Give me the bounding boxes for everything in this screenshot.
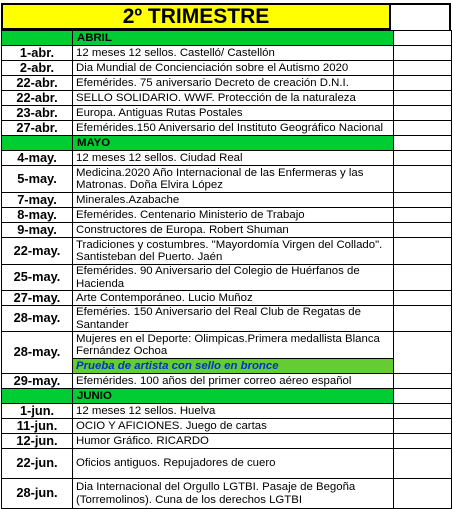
row-description: Europa. Antiguas Rutas Postales <box>73 106 394 121</box>
table-row <box>2 91 452 106</box>
table-row <box>2 306 452 332</box>
table-row <box>2 265 452 291</box>
table-row <box>2 166 452 193</box>
blank-cell <box>394 121 452 136</box>
month-header-junio <box>2 389 452 404</box>
row-date: 12-jun. <box>2 434 73 449</box>
blank-cell <box>394 136 452 151</box>
trimester-sheet <box>1 3 451 509</box>
row-date: 2-abr. <box>2 61 73 76</box>
blank-cell <box>394 46 452 61</box>
month-header-left-cell <box>2 31 73 46</box>
row-date: 29-may. <box>2 374 73 389</box>
blank-cell <box>394 332 452 374</box>
row-description: SELLO SOLIDARIO. WWF. Protección de la naturaleza <box>73 91 394 106</box>
blank-cell <box>394 31 452 46</box>
row-date: 4-may. <box>2 151 73 166</box>
month-name: ABRIL <box>73 31 394 46</box>
blank-cell <box>394 291 452 306</box>
row-description: Efeméries. 150 Aniversario del Real Club de Regatas de Santander <box>73 306 394 332</box>
table-row <box>2 151 452 166</box>
blank-cell <box>394 419 452 434</box>
row-date: 22-abr. <box>2 76 73 91</box>
row-description: Humor Gráfico. RICARDO <box>73 434 394 449</box>
row-description: Dia Mundial de Concienciación sobre el Autismo 2020 <box>73 61 394 76</box>
row-description: Efemérides. 100 años del primer correo aéreo español <box>73 374 394 389</box>
table-row <box>2 76 452 91</box>
row-date: 22-abr. <box>2 91 73 106</box>
row-description: Efemérides. Centenario Ministerio de Trabajo <box>73 208 394 223</box>
blank-cell <box>394 208 452 223</box>
row-date: 25-may. <box>2 265 73 291</box>
row-date: 1-jun. <box>2 404 73 419</box>
blank-cell <box>394 151 452 166</box>
table-row <box>2 479 452 509</box>
row-description: 12 meses 12 sellos. Huelva <box>73 404 394 419</box>
table-row <box>2 374 452 389</box>
sheet-title: 2º TRIMESTRE <box>1 3 391 30</box>
blank-cell <box>394 223 452 238</box>
row-description: Efemérides.150 Aniversario del Instituto Geográfico Nacional <box>73 121 394 136</box>
row-date: 11-jun. <box>2 419 73 434</box>
table-row <box>2 46 452 61</box>
blank-cell <box>394 91 452 106</box>
row-date: 7-may. <box>2 193 73 208</box>
month-header-abril <box>2 31 452 46</box>
month-name: MAYO <box>73 136 394 151</box>
row-description: Efemérides. 90 Aniversario del Colegio de Huérfanos de Hacienda <box>73 265 394 291</box>
table-row <box>2 238 452 265</box>
row-description: Oficios antiguos. Repujadores de cuero <box>73 449 394 479</box>
row-date: 28-may. <box>2 306 73 332</box>
blank-cell <box>394 193 452 208</box>
row-date: 27-may. <box>2 291 73 306</box>
row-description: 12 meses 12 sellos. Ciudad Real <box>73 151 394 166</box>
row-date: 1-abr. <box>2 46 73 61</box>
row-description: Tradiciones y costumbres. "Mayordomía Virgen del Collado". Santisteban del Puerto. Jaén <box>73 238 394 265</box>
blank-cell <box>394 166 452 193</box>
row-description: Dia Internacional del Orgullo LGTBI. Pasaje de Begoña (Torremolinos). Cuna de los derechos LGTBI <box>73 479 394 509</box>
row-description: OCIO Y AFICIONES. Juego de cartas <box>73 419 394 434</box>
table-row <box>2 449 452 479</box>
month-name: JUNIO <box>73 389 394 404</box>
row-date: 28-may. <box>2 332 73 374</box>
month-header-left-cell <box>2 389 73 404</box>
blank-cell <box>394 306 452 332</box>
row-description: Minerales.Azabache <box>73 193 394 208</box>
row-description: Mujeres en el Deporte: Olimpicas.Primera medallista Blanca Fernández Ochoa <box>73 332 394 359</box>
table-row <box>2 223 452 238</box>
stamp-calendar-table <box>1 30 452 509</box>
table-row <box>2 121 452 136</box>
row-date: 8-may. <box>2 208 73 223</box>
row-description: Medicina.2020 Año Internacional de las Enfermeras y las Matronas. Doña Elvira López <box>73 166 394 193</box>
blank-cell <box>394 238 452 265</box>
table-row <box>2 291 452 306</box>
row-date: 28-jun. <box>2 479 73 509</box>
row-date: 22-may. <box>2 238 73 265</box>
row-date: 5-may. <box>2 166 73 193</box>
blank-cell <box>394 106 452 121</box>
blank-cell <box>394 449 452 479</box>
title-blank-cell <box>391 3 451 30</box>
blank-cell <box>394 434 452 449</box>
table-row <box>2 332 452 359</box>
row-description: Efemérides. 75 aniversario Decreto de creación D.N.I. <box>73 76 394 91</box>
row-date: 23-abr. <box>2 106 73 121</box>
blank-cell <box>394 374 452 389</box>
table-row <box>2 193 452 208</box>
artist-proof-note: Prueba de artista con sello en bronce <box>73 359 394 374</box>
month-header-left-cell <box>2 136 73 151</box>
month-header-mayo <box>2 136 452 151</box>
blank-cell <box>394 61 452 76</box>
blank-cell <box>394 265 452 291</box>
table-row <box>2 61 452 76</box>
row-description: Constructores de Europa. Robert Shuman <box>73 223 394 238</box>
blank-cell <box>394 76 452 91</box>
table-row <box>2 106 452 121</box>
row-date: 27-abr. <box>2 121 73 136</box>
blank-cell <box>394 389 452 404</box>
table-row <box>2 208 452 223</box>
row-date: 9-may. <box>2 223 73 238</box>
title-row <box>1 3 451 30</box>
table-row <box>2 419 452 434</box>
row-description: 12 meses 12 sellos. Castelló/ Castellón <box>73 46 394 61</box>
blank-cell <box>394 479 452 509</box>
row-date: 22-jun. <box>2 449 73 479</box>
row-description: Arte Contemporáneo. Lucio Muñoz <box>73 291 394 306</box>
table-row <box>2 434 452 449</box>
blank-cell <box>394 404 452 419</box>
table-row <box>2 404 452 419</box>
